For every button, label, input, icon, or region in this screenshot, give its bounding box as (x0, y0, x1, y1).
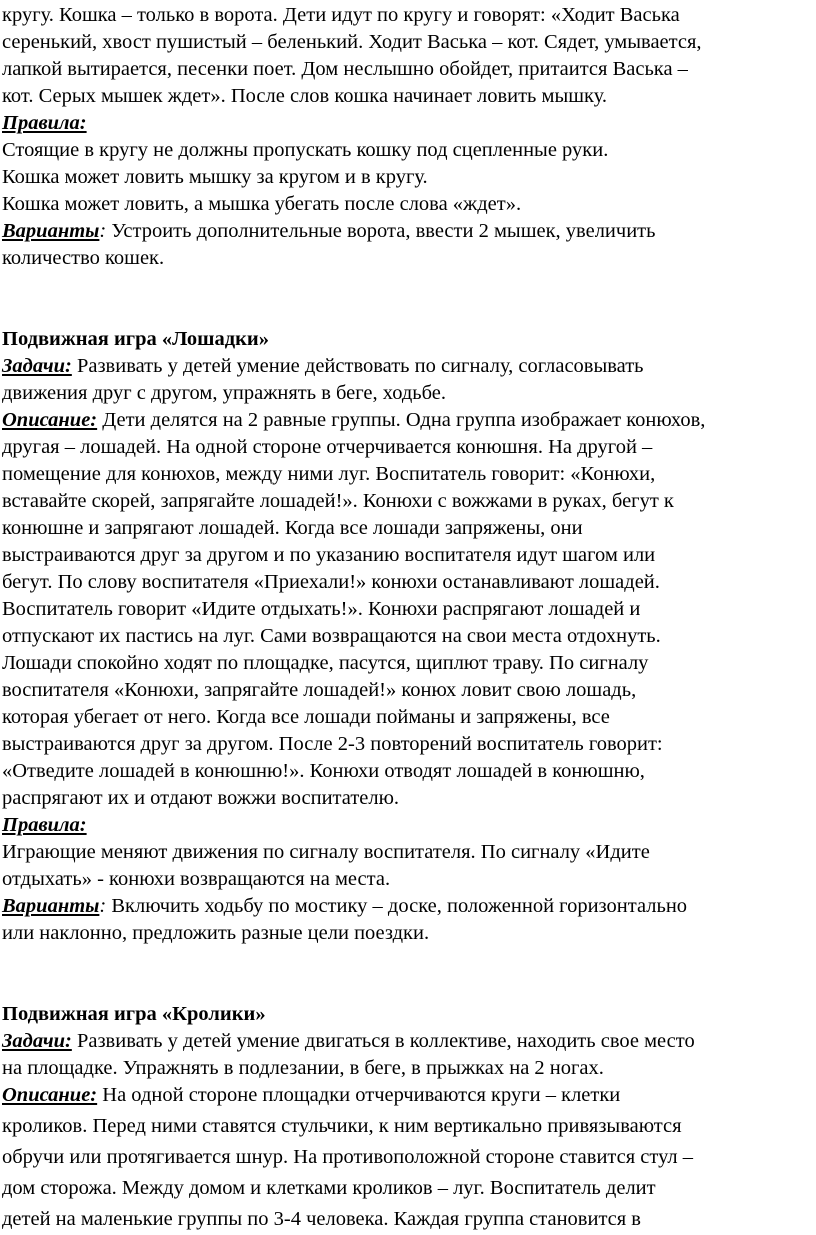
text-line: кроликов. Перед ними ставятся стульчики, к ним вертикально привязываются (2, 1115, 682, 1137)
text-line: отпускают их пастись на луг. Сами возвращаются на свои места отдохнуть. (2, 625, 661, 647)
text-line: бегут. По слову воспитателя «Приехали!» конюхи останавливают лошадей. (2, 571, 660, 593)
text-line: конюшне и запрягают лошадей. Когда все лошади запряжены, они (2, 517, 583, 539)
text-line: кругу. Кошка – только в ворота. Дети идут по кругу и говорят: «Ходит Васька (2, 4, 680, 26)
description-line: Описание: Дети делятся на 2 равные группы. Одна группа изображает конюхов, (2, 409, 706, 431)
variants-line: Варианты: Включить ходьбу по мостику – доске, положенной горизонтально (2, 895, 688, 917)
text-line: движения друг с другом, упражнять в беге, ходьбе. (2, 382, 447, 404)
text-line: которая убегает от него. Когда все лошади пойманы и запряжены, все (2, 706, 610, 728)
rules-line (2, 812, 87, 839)
text-line: воспитателя «Конюхи, запрягайте лошадей!» конюх ловит свою лошадь, (2, 679, 637, 701)
text-line: отдыхать» - конюхи возвращаются на места. (2, 868, 391, 890)
text-line: лапкой вытирается, песенки поет. Дом неслышно обойдет, притаится Васька – (2, 58, 688, 80)
rules-label: Правила: (2, 112, 87, 134)
text-line: Кошка может ловить мышку за кругом и в кругу. (2, 166, 428, 188)
text-line: Стоящие в кругу не должны пропускать кошку под сцепленные руки. (2, 139, 609, 161)
variants-text: Устроить дополнительные ворота, ввести 2 мышек, увеличить (106, 220, 656, 242)
text-line: Играющие меняют движения по сигналу воспитателя. По сигналу «Идите (2, 841, 650, 863)
variants-label: Варианты (2, 220, 100, 242)
text-line: «Отведите лошадей в конюшню!». Конюхи отводят лошадей в конюшню, (2, 760, 645, 782)
tasks-label: Задачи: (2, 1030, 72, 1052)
variants-line: Варианты: Устроить дополнительные ворота, ввести 2 мышек, увеличить (2, 220, 656, 242)
description-line: Описание: На одной стороне площадки отчерчиваются круги – клетки (2, 1084, 621, 1106)
description-label: Описание: (2, 409, 98, 431)
text-line: Кошка может ловить, а мышка убегать после слова «ждет». (2, 193, 522, 215)
text-line: выстраиваются друг за другом. После 2-3 повторений воспитатель говорит: (2, 733, 663, 755)
tasks-line: Задачи: Развивать у детей умение действовать по сигналу, согласовывать (2, 355, 644, 377)
text-line: детей на маленькие группы по 3-4 человека. Каждая группа становится в (2, 1208, 641, 1230)
text-line: помещение для конюхов, между ними луг. Воспитатель говорит: «Конюхи, (2, 463, 656, 485)
text-line: обручи или протягивается шнур. На противоположной стороне ставится стул – (2, 1146, 694, 1168)
text-line: вставайте скорей, запрягайте лошадей!». Конюхи с вожжами в руках, бегут к (2, 490, 674, 512)
text-line: кот. Серых мышек ждет». После слов кошка начинает ловить мышку. (2, 85, 608, 107)
text-line: дом сторожа. Между домом и клетками кроликов – луг. Воспитатель делит (2, 1177, 656, 1199)
variants-label: Варианты (2, 895, 100, 917)
text-line: на площадке. Упражнять в подлезании, в беге, в прыжках на 2 ногах. (2, 1057, 604, 1079)
text-line: Лошади спокойно ходят по площадке, пасутся, щиплют траву. По сигналу (2, 652, 649, 674)
description-label: Описание: (2, 1084, 98, 1106)
rules-label: Правила: (2, 814, 87, 836)
text-line: выстраиваются друг за другом и по указанию воспитателя идут шагом или (2, 544, 656, 566)
text-line: серенький, хвост пушистый – беленький. Ходит Васька – кот. Сядет, умывается, (2, 31, 702, 53)
rules-line (2, 110, 87, 137)
text-line: или наклонно, предложить разные цели поездки. (2, 922, 430, 944)
text-line: Воспитатель говорит «Идите отдыхать!». Конюхи распрягают лошадей и (2, 598, 641, 620)
tasks-label: Задачи: (2, 355, 72, 377)
text-line: количество кошек. (2, 247, 165, 269)
text-line: распрягают их и отдают вожжи воспитателю. (2, 787, 400, 809)
section-heading: Подвижная игра «Кролики» (2, 1003, 266, 1025)
tasks-line: Задачи: Развивать у детей умение двигаться в коллективе, находить свое место (2, 1030, 695, 1052)
text-line: другая – лошадей. На одной стороне отчерчивается конюшня. На другой – (2, 436, 653, 458)
section-heading: Подвижная игра «Лошадки» (2, 328, 269, 350)
